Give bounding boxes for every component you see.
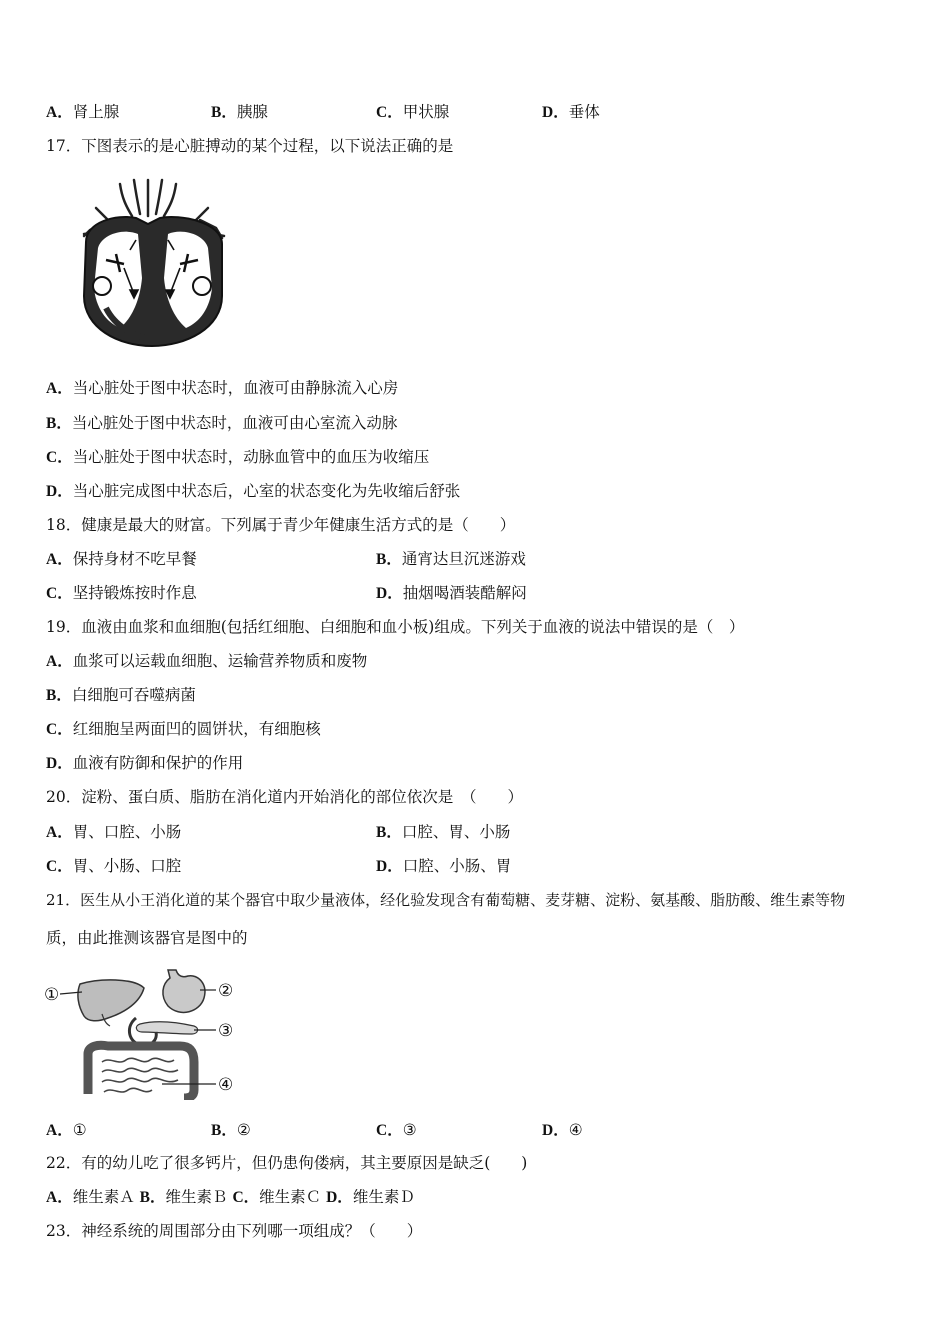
q19-option-c[interactable]: C．红细胞呈两面凹的圆饼状，有细胞核 bbox=[46, 720, 321, 738]
q22-option-a[interactable]: A．维生素Ａ bbox=[46, 1188, 135, 1206]
q20-option-d[interactable]: D．口腔、小肠、胃 bbox=[376, 857, 512, 875]
q22-options bbox=[46, 1187, 415, 1208]
q17-option-d[interactable]: D．当心脏完成图中状态后，心室的状态变化为先收缩后舒张 bbox=[46, 482, 461, 500]
q21-option-d[interactable]: D．④ bbox=[542, 1121, 583, 1139]
q18-options-row2 bbox=[46, 583, 906, 603]
q21-options bbox=[46, 1120, 906, 1140]
digestive-organs-diagram bbox=[44, 966, 240, 1100]
label-1: ① bbox=[44, 985, 60, 1005]
q18-option-a[interactable]: A．保持身材不吃早餐 bbox=[46, 550, 197, 568]
q22-stem: 22．有的幼儿吃了很多钙片，但仍患佝偻病，其主要原因是缺乏( ) bbox=[46, 1154, 528, 1172]
q20-option-b[interactable]: B．口腔、胃、小肠 bbox=[376, 823, 511, 841]
q21-stem-line2: 质，由此推测该器官是图中的 bbox=[46, 929, 248, 947]
q21-stem-line1: 21．医生从小王消化道的某个器官中取少量液体，经化验发现含有葡萄糖、麦芽糖、淀粉、氨基酸、脂肪酸、维生素等物 bbox=[46, 891, 846, 909]
q18-option-b[interactable]: B．通宵达旦沉迷游戏 bbox=[376, 550, 526, 568]
q22-option-c[interactable]: C．维生素Ｃ bbox=[232, 1188, 322, 1206]
q22-option-b[interactable]: B．维生素Ｂ bbox=[139, 1188, 228, 1206]
label-3: ③ bbox=[218, 1021, 234, 1041]
label-2: ② bbox=[218, 981, 234, 1001]
q21-option-b[interactable]: B．② bbox=[211, 1121, 251, 1139]
q16-option-d[interactable]: D．垂体 bbox=[542, 103, 600, 121]
q20-options-row2 bbox=[46, 856, 906, 876]
q23-stem: 23．神经系统的周围部分由下列哪一项组成？（ ） bbox=[46, 1222, 423, 1240]
q19-option-d[interactable]: D．血液有防御和保护的作用 bbox=[46, 754, 244, 772]
q17-option-c[interactable]: C．当心脏处于图中状态时，动脉血管中的血压为收缩压 bbox=[46, 448, 430, 466]
q20-options-row1 bbox=[46, 822, 906, 842]
q17-stem: 17．下图表示的是心脏搏动的某个过程，以下说法正确的是 bbox=[46, 137, 454, 155]
q18-stem: 18．健康是最大的财富。下列属于青少年健康生活方式的是（ ） bbox=[46, 516, 516, 534]
q19-option-a[interactable]: A．血浆可以运载血细胞、运输营养物质和废物 bbox=[46, 652, 368, 670]
q22-option-d[interactable]: D．维生素Ｄ bbox=[326, 1188, 415, 1206]
q19-stem: 19．血液由血浆和血细胞(包括红细胞、白细胞和血小板)组成。下列关于血液的说法中错误的是（ ） bbox=[46, 618, 745, 636]
q18-option-c[interactable]: C．坚持锻炼按时作息 bbox=[46, 584, 197, 602]
q16-option-c[interactable]: C．甲状腺 bbox=[376, 103, 450, 121]
q20-option-c[interactable]: C．胃、小肠、口腔 bbox=[46, 857, 182, 875]
q18-option-d[interactable]: D．抽烟喝酒装酷解闷 bbox=[376, 584, 527, 602]
q21-option-a[interactable]: A．① bbox=[46, 1121, 87, 1139]
q19-option-b[interactable]: B．白细胞可吞噬病菌 bbox=[46, 686, 196, 704]
q16-options bbox=[46, 102, 906, 122]
heart-diagram bbox=[76, 178, 228, 352]
q16-option-b[interactable]: B．胰腺 bbox=[211, 103, 268, 121]
q21-option-c[interactable]: C．③ bbox=[376, 1121, 417, 1139]
q20-stem: 20．淀粉、蛋白质、脂肪在消化道内开始消化的部位依次是 （ ） bbox=[46, 788, 523, 806]
q17-option-a[interactable]: A．当心脏处于图中状态时，血液可由静脉流入心房 bbox=[46, 379, 399, 397]
q18-options-row1 bbox=[46, 549, 906, 569]
q16-option-a[interactable]: A．肾上腺 bbox=[46, 103, 120, 121]
q17-option-b[interactable]: B．当心脏处于图中状态时，血液可由心室流入动脉 bbox=[46, 414, 398, 432]
label-4: ④ bbox=[218, 1075, 234, 1095]
q20-option-a[interactable]: A．胃、口腔、小肠 bbox=[46, 823, 182, 841]
